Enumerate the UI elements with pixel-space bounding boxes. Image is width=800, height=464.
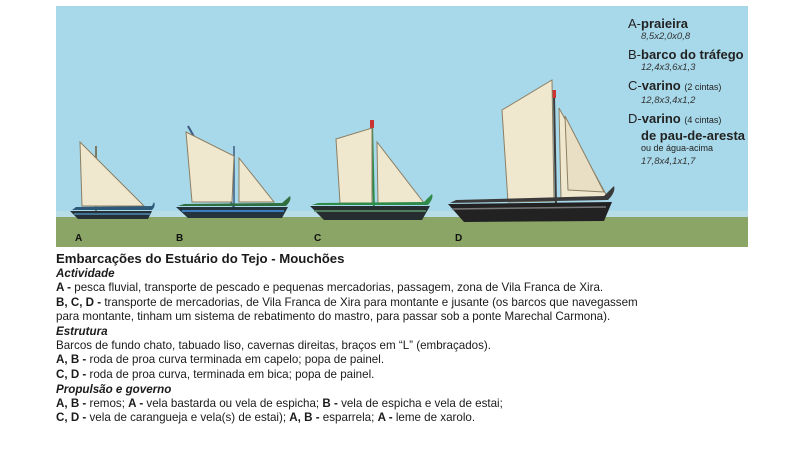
description-text (56, 250, 756, 426)
legend-d-key: D (628, 111, 638, 126)
legend-a-key: A (628, 16, 637, 31)
propulsao-1c-text: vela de espicha e vela de estai; (337, 396, 503, 410)
legend-d-name2: de pau-de-aresta (641, 128, 746, 143)
boat-label-c: C (314, 233, 322, 244)
boat-c-gaff-sail (336, 128, 372, 203)
legend-b-key: B (628, 47, 637, 62)
estrutura-2-text: roda de proa curva terminada em capelo; popa de painel. (86, 353, 385, 367)
legend-c-dash: - (637, 78, 642, 93)
legend-b-name: barco do tráfego (641, 47, 744, 62)
actividade-2-text: transporte de mercadorias, de Vila Franca de Xira para montante e jusante (os barcos que navegassem (101, 295, 638, 309)
legend-a-dash: - (636, 16, 642, 31)
page-title: Embarcações do Estuário do Tejo - Mouchões (56, 251, 345, 266)
actividade-line-2 (56, 296, 756, 311)
propulsao-1-key2: A - (128, 396, 144, 410)
estrutura-3-key: C, D - (56, 367, 87, 381)
legend-c-note: (2 cintas) (684, 82, 722, 92)
propulsao-line-2 (56, 411, 756, 426)
legend-b-dash: - (636, 47, 642, 62)
estrutura-line-1: Barcos de fundo chato, tabuado liso, cavernas direitas, braços em “L” (embraçados). (56, 338, 491, 352)
legend-d-dims: 17,8x4,1x1,7 (641, 156, 696, 167)
propulsao-2-key2: A, B - (289, 411, 320, 425)
actividade-line-3: para montante, tinham um sistema de rebatimento do mastro, para passar sob a ponte Marechal Carmona). (56, 310, 611, 324)
grass-strip (56, 217, 748, 247)
propulsao-1b-text: vela bastarda ou vela de espicha; (143, 396, 323, 410)
propulsao-2a-text: vela de carangueja e vela(s) de estai); (86, 411, 290, 425)
propulsao-2c-text: leme de xarolo. (392, 411, 476, 425)
boat-label-b: B (176, 233, 184, 244)
actividade-2-key: B, C, D - (56, 295, 102, 309)
boat-legend (628, 16, 778, 172)
propulsao-2-key: C, D - (56, 411, 87, 425)
actividade-1-text: pesca fluvial, transporte de pescado e pequenas mercadorias, passagem, zona de Vila Franca de Xira. (71, 281, 604, 294)
propulsao-line-1 (56, 397, 756, 412)
propulsao-1-key3: B - (322, 396, 338, 410)
propulsao-1a-text: remos; (86, 396, 129, 410)
actividade-1-key: A - (56, 281, 72, 294)
legend-d-note: (4 cintas) (684, 115, 722, 125)
legend-d-sub: ou de água-acima (641, 143, 714, 153)
legend-entry-a (628, 16, 778, 43)
legend-a-dims: 8,5x2,0x0,8 (641, 31, 691, 42)
actividade-line-1 (56, 281, 756, 296)
section-estrutura-heading: Estrutura (56, 324, 108, 338)
legend-d-name: varino (641, 111, 681, 126)
estrutura-line-3 (56, 368, 756, 383)
legend-b-dims: 12,4x3,6x1,3 (641, 62, 696, 73)
legend-a-name: praieira (641, 16, 688, 31)
legend-c-dims: 12,8x3,4x1,2 (641, 95, 696, 106)
boat-label-a: A (75, 233, 83, 244)
propulsao-2-key3: A - (377, 411, 393, 425)
legend-d-dash: - (637, 111, 642, 126)
estrutura-3-text: roda de proa curva, terminada em bica; popa de painel. (86, 367, 375, 381)
section-actividade-heading: Actividade (56, 267, 115, 280)
section-propulsao-heading: Propulsão e governo (56, 382, 172, 396)
estrutura-line-2 (56, 353, 756, 368)
legend-c-name: varino (641, 78, 681, 93)
legend-entry-c (628, 78, 778, 107)
legend-entry-d (628, 111, 778, 168)
legend-c-key: C (628, 78, 638, 93)
legend-entry-b (628, 47, 778, 74)
boat-label-d: D (455, 233, 463, 244)
propulsao-2b-text: esparrela; (319, 411, 378, 425)
propulsao-1-key: A, B - (56, 396, 87, 410)
estrutura-2-key: A, B - (56, 353, 87, 367)
